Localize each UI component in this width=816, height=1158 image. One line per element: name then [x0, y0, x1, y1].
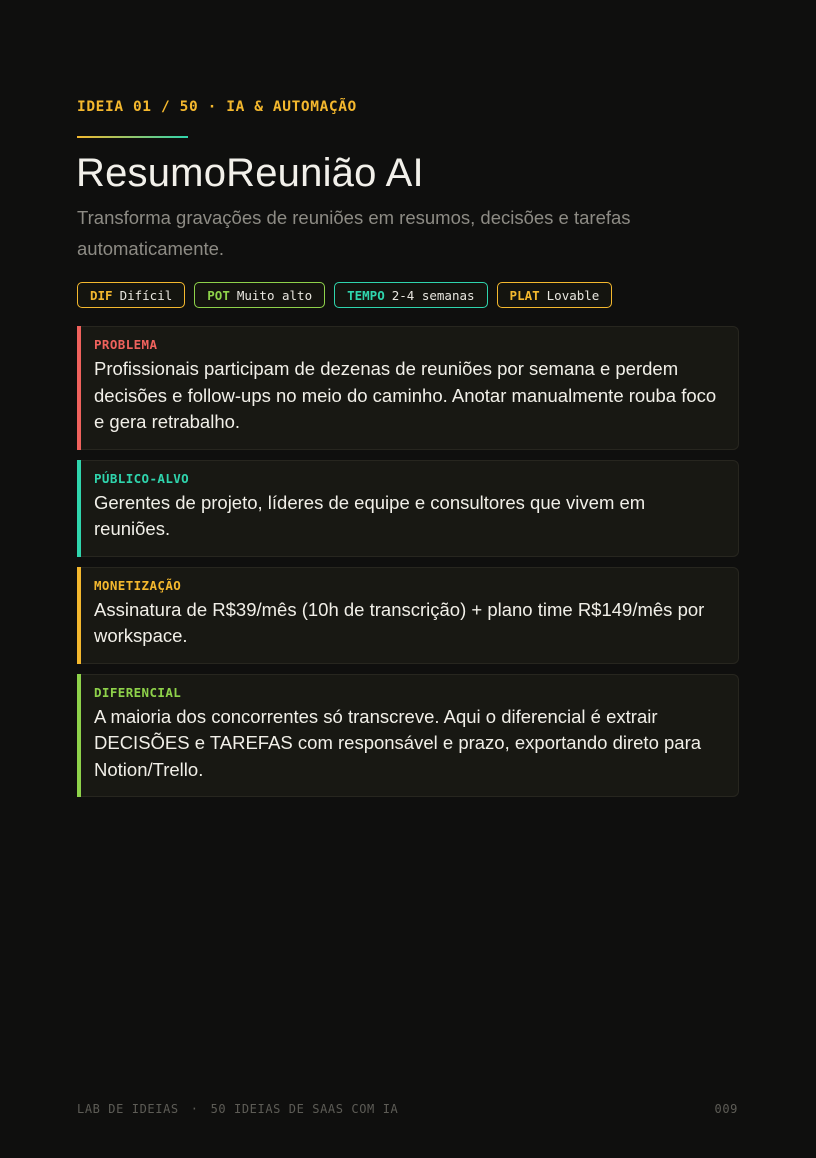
- tag-platform: [497, 282, 613, 308]
- tag-key: TEMPO: [347, 287, 385, 303]
- card-text: Profissionais participam de dezenas de reuniões por semana e perdem decisões e follow-ups no meio do caminho. Anotar manualmente rouba foco e gera retrabalho.: [94, 358, 717, 432]
- card-text: Assinatura de R$39/mês (10h de transcrição) + plano time R$149/mês por workspace.: [94, 598, 705, 646]
- card-monetization: [77, 567, 739, 664]
- idea-kicker: IDEIA 01 / 50 · IA & AUTOMAÇÃO: [77, 99, 357, 115]
- footer-brand-name: LAB DE IDEIAS: [77, 1102, 179, 1116]
- tag-value: 2-4 semanas: [391, 287, 475, 303]
- tag-key: DIF: [90, 287, 113, 303]
- tag-difficulty: [77, 282, 185, 308]
- tag-key: POT: [207, 287, 230, 303]
- idea-subtitle: Transforma gravações de reuniões em resumos, decisões e tarefas automaticamente.: [77, 207, 631, 259]
- footer-series: 50 IDEIAS DE SAAS COM IA: [210, 1102, 399, 1116]
- tag-time: [334, 282, 487, 308]
- tag-value: Difícil: [119, 287, 173, 303]
- card-text: A maioria dos concorrentes só transcreve. Aqui o diferencial é extrair DECISÕES e TAREFAS com responsável e prazo, exportando direto para Notion/Trello.: [94, 705, 702, 780]
- card-label: DIFERENCIAL: [94, 684, 182, 700]
- tag-value: Muito alto: [236, 287, 313, 303]
- tag-value: Lovable: [546, 287, 600, 303]
- idea-title: ResumoReunião AI: [76, 151, 424, 195]
- card-label: PROBLEMA: [94, 337, 158, 352]
- card-differential: [77, 674, 739, 798]
- tag-key: PLAT: [509, 287, 540, 303]
- footer-separator: ·: [190, 1102, 199, 1116]
- card-label: MONETIZAÇÃO: [94, 577, 182, 593]
- tag-row: [77, 282, 612, 310]
- page-number: 009: [714, 1102, 738, 1116]
- card-label: PÚBLICO-ALVO: [94, 470, 190, 486]
- card-target-audience: [77, 460, 739, 557]
- idea-sections: [77, 326, 739, 807]
- card-problem: [77, 326, 739, 450]
- card-text: Gerentes de projeto, líderes de equipe e consultores que vivem em reuniões.: [94, 491, 646, 539]
- kicker-underline: [77, 136, 188, 138]
- footer-brand: [77, 1102, 398, 1116]
- tag-potential: [194, 282, 325, 308]
